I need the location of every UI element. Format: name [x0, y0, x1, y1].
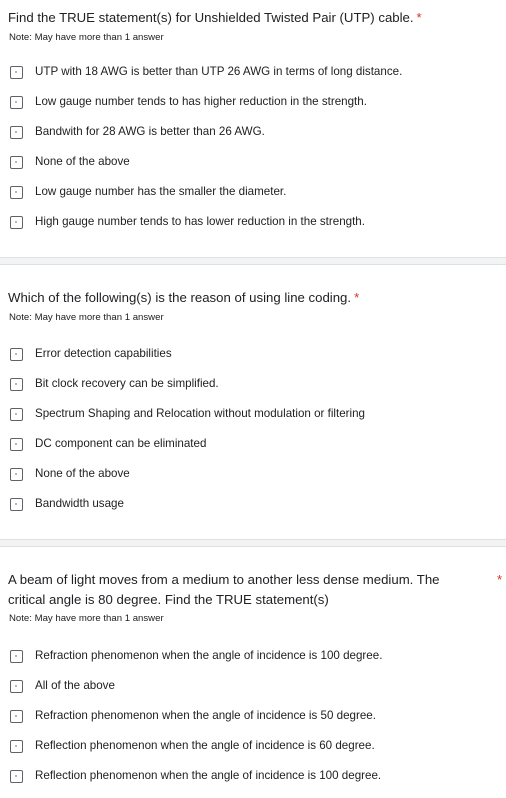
question-2-option-4[interactable]: [10, 435, 206, 453]
option-label: Reflection phenomenon when the angle of incidence is 100 degree.: [35, 769, 382, 782]
question-1-title-text: Find the TRUE statement(s) for Unshielded Twisted Pair (UTP) cable.: [8, 10, 414, 25]
required-asterisk: *: [354, 290, 360, 305]
question-1-option-1[interactable]: [10, 63, 402, 81]
question-3-option-5[interactable]: [10, 767, 381, 785]
option-label: Low gauge number tends to has higher reduction in the strength.: [35, 95, 367, 108]
checkbox[interactable]: [10, 216, 23, 229]
question-2-title: [8, 288, 359, 308]
question-1-option-4[interactable]: [10, 153, 130, 171]
question-3-note: Note: May have more than 1 answer: [9, 613, 164, 624]
section-separator: [0, 257, 506, 265]
checkbox[interactable]: [10, 156, 23, 169]
option-label: All of the above: [35, 679, 115, 692]
question-2-note: Note: May have more than 1 answer: [9, 312, 164, 323]
question-1-note: Note: May have more than 1 answer: [9, 32, 164, 43]
question-1-option-3[interactable]: [10, 123, 265, 141]
checkbox[interactable]: [10, 650, 23, 663]
checkbox[interactable]: [10, 438, 23, 451]
checkbox[interactable]: [10, 96, 23, 109]
question-1-title: [8, 8, 422, 28]
option-label: Bandwith for 28 AWG is better than 26 AWG.: [35, 125, 265, 138]
checkbox[interactable]: [10, 468, 23, 481]
question-2-title-text: Which of the following(s) is the reason of using line coding.: [8, 290, 352, 305]
checkbox[interactable]: [10, 66, 23, 79]
option-label: Refraction phenomenon when the angle of incidence is 100 degree.: [35, 649, 383, 662]
question-1-option-5[interactable]: [10, 183, 286, 201]
checkbox[interactable]: [10, 126, 23, 139]
question-3-title-text: A beam of light moves from a medium to another less dense medium. The critical angle is 80 degree. Find the TRUE statement(s): [8, 572, 440, 607]
question-2-option-5[interactable]: [10, 465, 130, 483]
checkbox[interactable]: [10, 186, 23, 199]
checkbox[interactable]: [10, 710, 23, 723]
question-2-option-1[interactable]: [10, 345, 172, 363]
checkbox[interactable]: [10, 680, 23, 693]
question-1: [0, 0, 506, 256]
question-2-option-2[interactable]: [10, 375, 219, 393]
question-3-option-1[interactable]: [10, 647, 382, 665]
question-1-option-6[interactable]: [10, 213, 365, 231]
option-label: High gauge number tends to has lower reduction in the strength.: [35, 215, 365, 228]
option-label: UTP with 18 AWG is better than UTP 26 AWG in terms of long distance.: [35, 65, 403, 78]
question-3-option-3[interactable]: [10, 707, 376, 725]
checkbox[interactable]: [10, 740, 23, 753]
section-separator: [0, 539, 506, 547]
option-label: Low gauge number has the smaller the diameter.: [35, 185, 287, 198]
option-label: None of the above: [35, 155, 130, 168]
question-3-title: [8, 570, 503, 610]
question-3-option-4[interactable]: [10, 737, 375, 755]
checkbox[interactable]: [10, 348, 23, 361]
option-label: DC component can be eliminated: [35, 437, 207, 450]
question-3: [0, 548, 506, 798]
checkbox[interactable]: [10, 498, 23, 511]
question-2-option-3[interactable]: [10, 405, 365, 423]
checkbox[interactable]: [10, 770, 23, 783]
required-asterisk: *: [497, 572, 503, 587]
required-asterisk: *: [416, 10, 422, 25]
option-label: Reflection phenomenon when the angle of incidence is 60 degree.: [35, 739, 375, 752]
option-label: Bandwidth usage: [35, 497, 124, 510]
question-2: [0, 266, 506, 538]
question-3-option-2[interactable]: [10, 677, 115, 695]
option-label: Refraction phenomenon when the angle of incidence is 50 degree.: [35, 709, 376, 722]
option-label: None of the above: [35, 467, 130, 480]
checkbox[interactable]: [10, 378, 23, 391]
option-label: Bit clock recovery can be simplified.: [35, 377, 219, 390]
option-label: Spectrum Shaping and Relocation without modulation or filtering: [35, 407, 365, 420]
question-1-option-2[interactable]: [10, 93, 367, 111]
option-label: Error detection capabilities: [35, 347, 172, 360]
question-2-option-6[interactable]: [10, 495, 124, 513]
checkbox[interactable]: [10, 408, 23, 421]
